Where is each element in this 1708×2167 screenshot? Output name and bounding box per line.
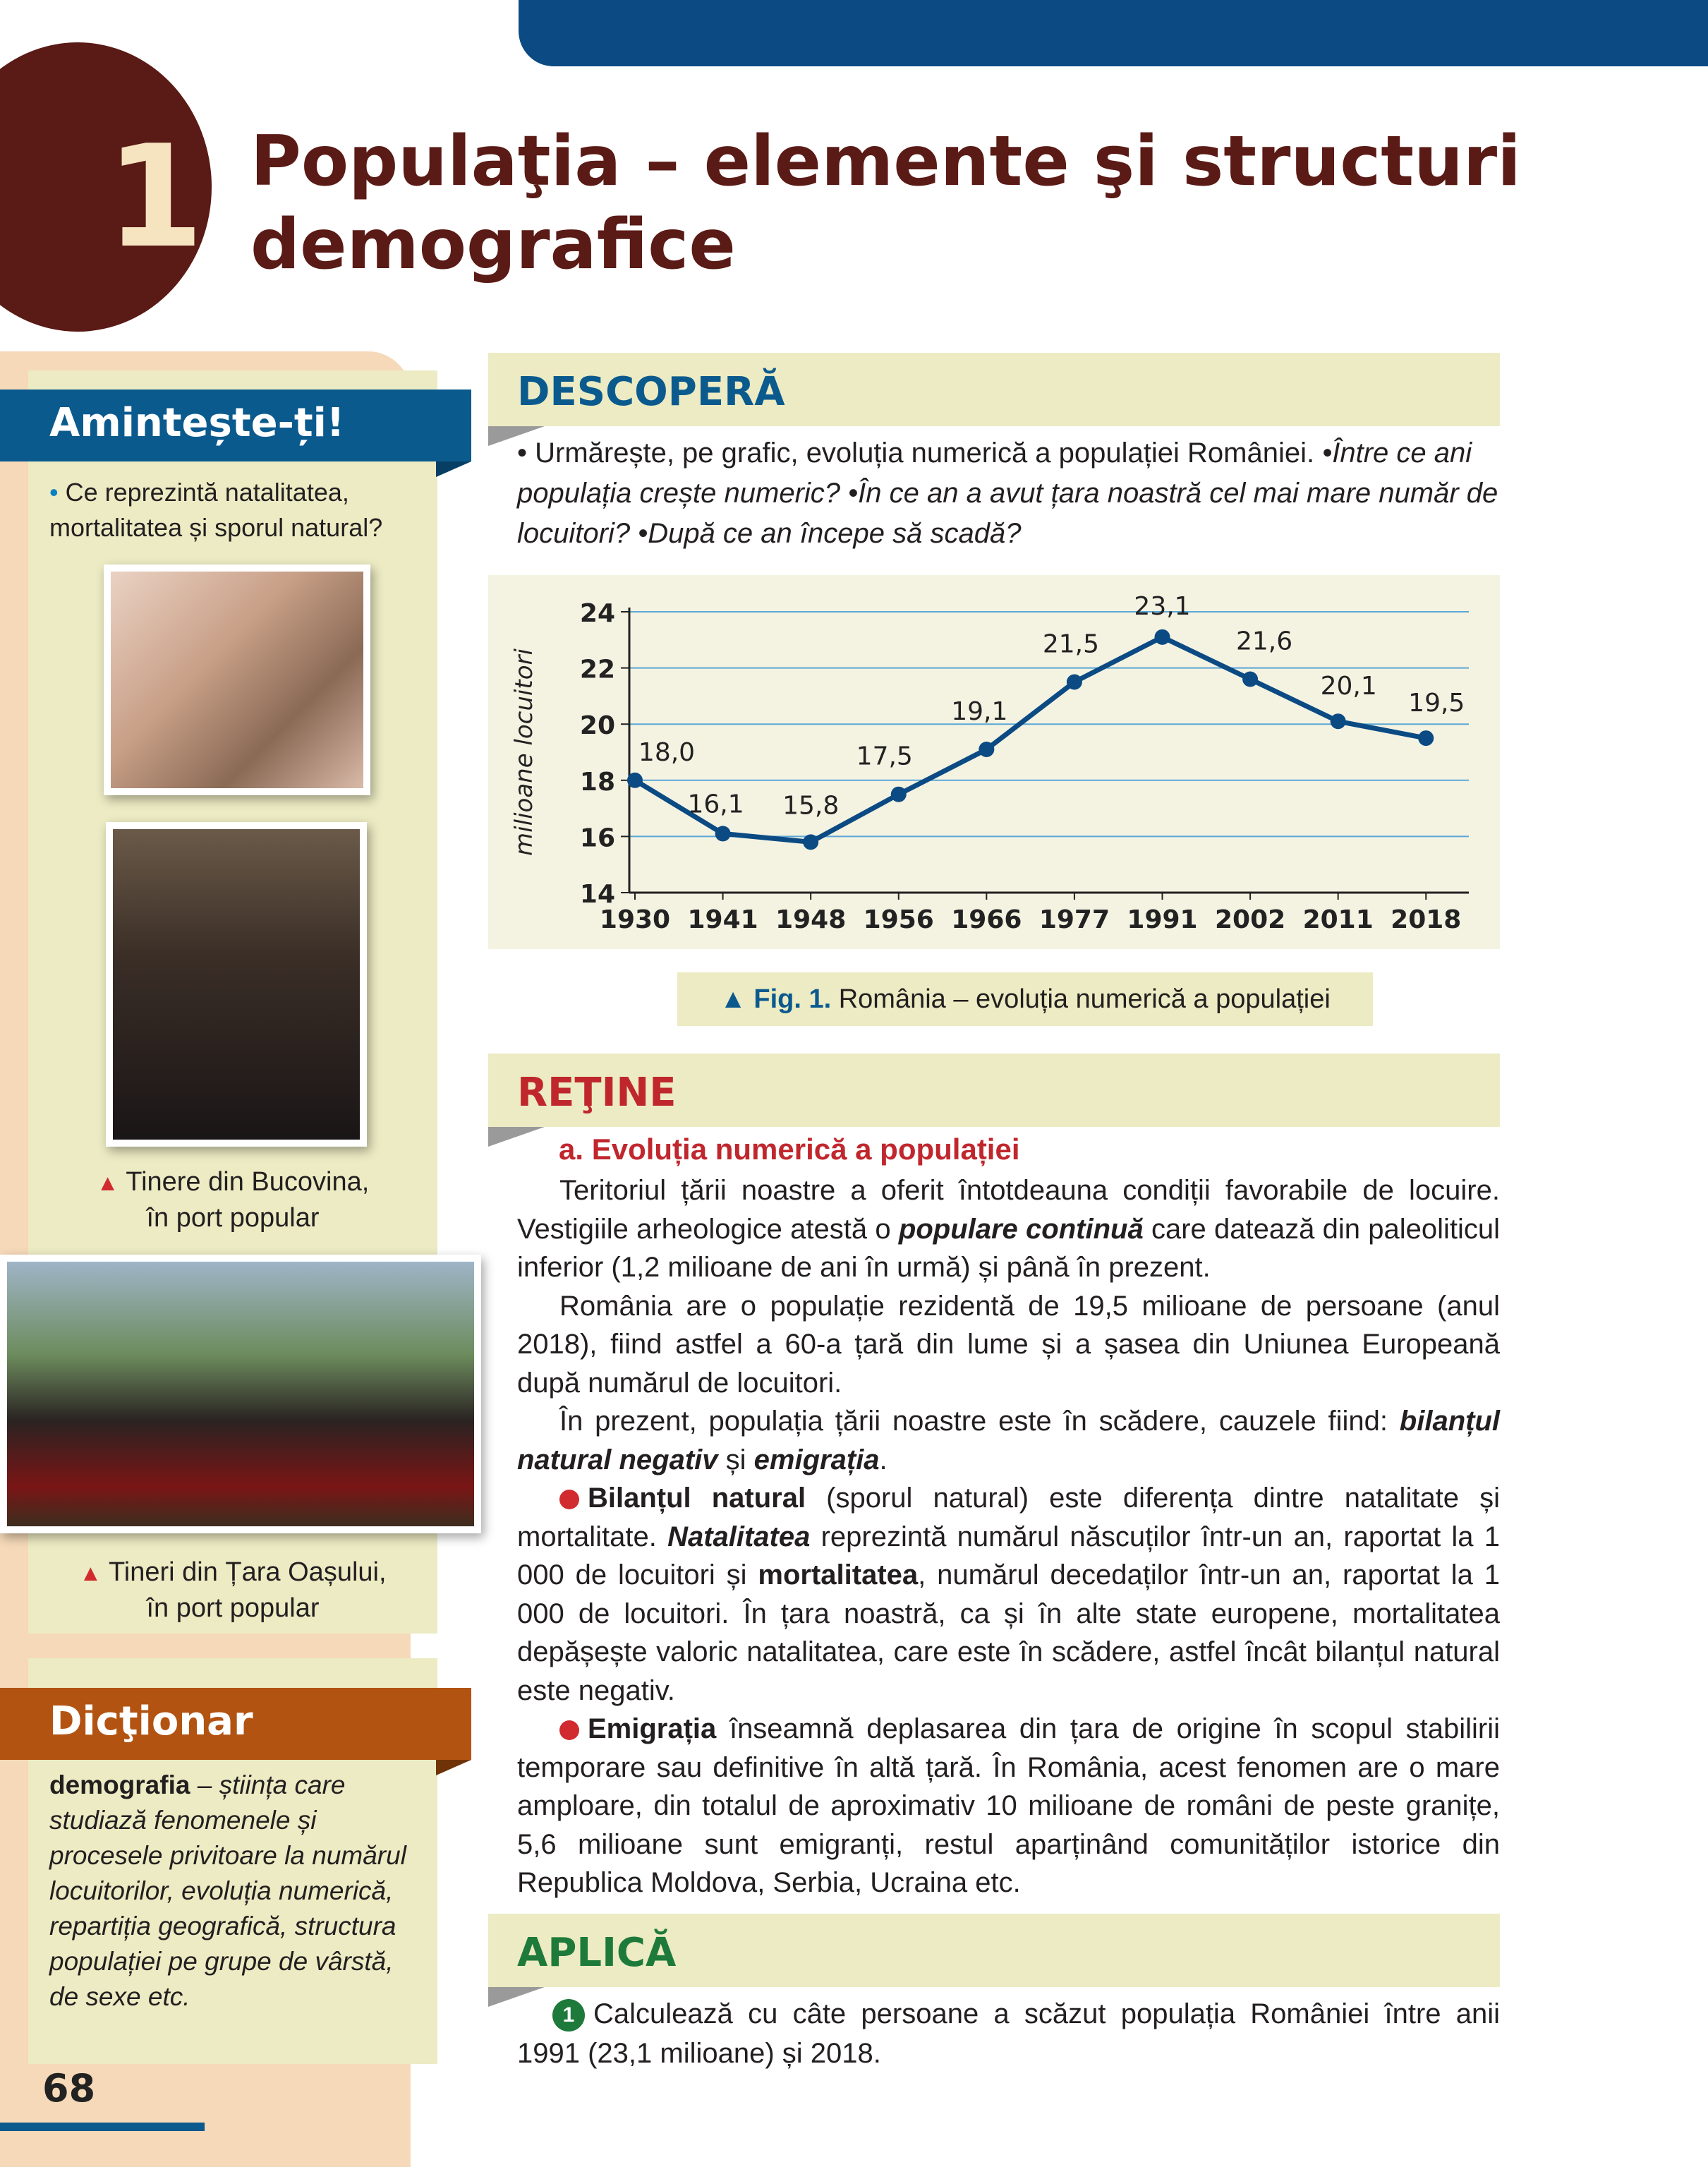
data-point [891, 787, 907, 802]
y-axis-label: milioane locuitori [510, 648, 538, 856]
data-point [715, 826, 731, 841]
p1-text: Teritoriul țării noastre a oferit întotdeauna condiții favorabile de locuire. Vestigiile arheologice atestă o [517, 1175, 1500, 1245]
x-tick-label: 2018 [1391, 905, 1462, 934]
triangle-icon: ▲ [79, 1560, 102, 1586]
paragraph-5 [517, 1710, 1500, 1902]
paragraph-3 [517, 1402, 1500, 1479]
page-number-underline [0, 2123, 205, 2131]
caption-oas [42, 1555, 423, 1626]
caption-bucovina [42, 1164, 423, 1236]
triangle-icon: ▲ [720, 984, 746, 1014]
data-label: 19,1 [951, 697, 1008, 727]
p4-text-2: reprezintă numărul născuților într-un an, raportat la 1 000 de locuitori și [517, 1521, 1501, 1590]
bullet-icon: • [49, 478, 59, 507]
dictionar-title: Dicţionar [49, 1698, 253, 1744]
data-point [1155, 629, 1170, 645]
page-title [250, 120, 1591, 286]
aplica-exercise-text: Calculează cu câte persoane a scăzut populația României între anii 1991 (23,1 milioane) și 2018. [517, 1998, 1500, 2069]
x-tick-label: 1948 [775, 905, 847, 934]
exercise-number-badge: 1 [552, 1999, 585, 2032]
figure-caption [677, 972, 1373, 1026]
retine-body [517, 1171, 1500, 1902]
photo-oas-youth [0, 1255, 481, 1533]
dictionar-definition [49, 1768, 416, 2015]
data-label: 15,8 [782, 791, 840, 821]
y-tick-label: 18 [579, 767, 615, 797]
chapter-number: 1 [106, 115, 205, 279]
page-number: 68 [42, 2066, 96, 2111]
population-chart [488, 575, 1500, 949]
caption-oas-line1: Tineri din Țara Oașului, [109, 1557, 387, 1587]
descopera-title: DESCOPERĂ [517, 369, 785, 415]
data-label: 17,5 [856, 742, 913, 771]
x-tick-label: 2002 [1214, 905, 1286, 934]
p1-emphasis: populare continuă [898, 1213, 1144, 1245]
dictionar-banner-fold [436, 1760, 471, 1775]
aplica-exercise [517, 1994, 1500, 2073]
p3-end: . [879, 1444, 888, 1475]
p4-natalitatea: Natalitatea [667, 1521, 811, 1552]
retine-title: REŢINE [517, 1070, 677, 1116]
figure-text: România – evoluția numerică a populației [831, 984, 1331, 1014]
data-label: 23,1 [1134, 591, 1191, 621]
p3-text: În prezent, populația țării noastre este în scădere, cauzele fiind: [559, 1406, 1400, 1437]
y-tick-label: 20 [579, 711, 615, 741]
data-label: 20,1 [1320, 672, 1377, 701]
p4-text-3: , numărul decedaților într-un an, raportat la 1 000 de locuitori. În țara noastră, ca și în alte state europene, mortalitatea depășește valoric natalitatea, care este în scădere, astfel încât bilanțul natural este negativ. [517, 1559, 1500, 1706]
caption-bucovina-line2: în port popular [146, 1203, 320, 1233]
p4-mortalitatea: mortalitatea [758, 1559, 919, 1590]
x-tick-label: 2011 [1302, 905, 1374, 934]
data-label: 16,1 [687, 790, 744, 819]
p4-term: Bilanțul natural [588, 1483, 806, 1514]
x-tick-label: 1977 [1038, 905, 1110, 934]
p1-text-end: care datează din paleoliticul inferior (1,2 milioane de ani în urmă) și până în prezent. [517, 1213, 1500, 1283]
y-tick-label: 24 [579, 599, 615, 628]
descopera-intro: • Urmărește, pe grafic, evoluția numerică a populației României. [517, 437, 1323, 469]
aminteste-question-text: Ce reprezintă natalitatea, mortalitatea și sporul natural? [49, 478, 383, 542]
photo-bucovina-girls [106, 822, 367, 1147]
retine-fold [488, 1127, 545, 1147]
data-label: 18,0 [638, 737, 696, 767]
aminteste-banner-fold [436, 461, 471, 477]
photo-mother-baby [104, 565, 370, 795]
triangle-icon: ▲ [96, 1170, 119, 1195]
x-tick-label: 1956 [863, 905, 934, 934]
aminteste-question [49, 475, 416, 545]
retine-subtitle: a. Evoluția numerică a populației [559, 1133, 1020, 1166]
p3-and: și [717, 1444, 754, 1475]
caption-oas-line2: în port popular [146, 1593, 320, 1623]
data-label: 21,5 [1042, 629, 1099, 659]
page-title-line2: demografice [250, 205, 736, 285]
descopera-text [517, 433, 1500, 554]
paragraph-2: România are o populație rezidentă de 19,5 milioane de persoane (anul 2018), fiind astfel a 60-a țară din lume și a șasea din Uniunea Europeană după numărul de locuitori. [517, 1290, 1500, 1399]
y-tick-label: 14 [579, 880, 615, 909]
page-title-line1: Populaţia – elemente şi structuri [250, 121, 1521, 202]
p3-emphasis-1: bilanțul natural negativ [517, 1406, 1500, 1475]
aplica-title: APLICĂ [517, 1930, 677, 1976]
descopera-questions: •Între ce ani populația crește numeric? •În ce an a avut țara noastră cel mai mare număr de locuitori? •După ce an începe să scadă? [517, 437, 1498, 549]
data-label: 19,5 [1408, 689, 1465, 718]
aminteste-title: Amintește-ți! [49, 400, 345, 446]
y-tick-label: 22 [579, 655, 615, 684]
data-point [1418, 730, 1434, 746]
paragraph-1 [517, 1171, 1500, 1287]
x-tick-label: 1941 [687, 905, 758, 934]
x-tick-label: 1991 [1127, 905, 1198, 934]
x-tick-label: 1966 [951, 905, 1022, 934]
p5-text: înseamnă deplasarea din țara de origine în scopul stabilirii temporare sau definitive în altă țară. În România, acest fenomen are o mare amploare, din totalul de aproximativ 10 milioane de români de peste granițe, 5,6 milioane sunt emigranți, restul aparținând comunităților istorice din Republica Moldova, Serbia, Ucraina etc. [517, 1713, 1500, 1898]
data-point [1242, 672, 1258, 687]
red-dot-icon [559, 1720, 579, 1740]
caption-bucovina-line1: Tinere din Bucovina, [126, 1167, 370, 1197]
data-point [803, 834, 818, 850]
x-tick-label: 1930 [599, 905, 671, 934]
data-point [627, 773, 643, 788]
dictionar-term: demografia [49, 1770, 190, 1799]
red-dot-icon [559, 1490, 579, 1509]
data-point [1067, 675, 1082, 690]
y-tick-label: 16 [579, 823, 615, 853]
dictionar-definition-text: – știința care studiază fenomenele și procesele privitoare la numărul locuitorilor, evoluția numerică, repartiția geografică, structura populației pe grupe de vârstă, de sexe etc. [49, 1770, 406, 2011]
data-point [979, 742, 994, 757]
top-banner [519, 0, 1708, 66]
p5-term: Emigrația [588, 1713, 717, 1744]
figure-label: Fig. 1. [753, 984, 832, 1014]
paragraph-4 [517, 1479, 1500, 1710]
p4-text: (sporul natural) este diferența dintre natalitate și mortalitate. [517, 1483, 1500, 1552]
chart-svg [488, 575, 1500, 949]
data-label: 21,6 [1236, 627, 1293, 656]
p3-emphasis-2: emigrația [753, 1444, 880, 1475]
data-point [1331, 713, 1346, 729]
